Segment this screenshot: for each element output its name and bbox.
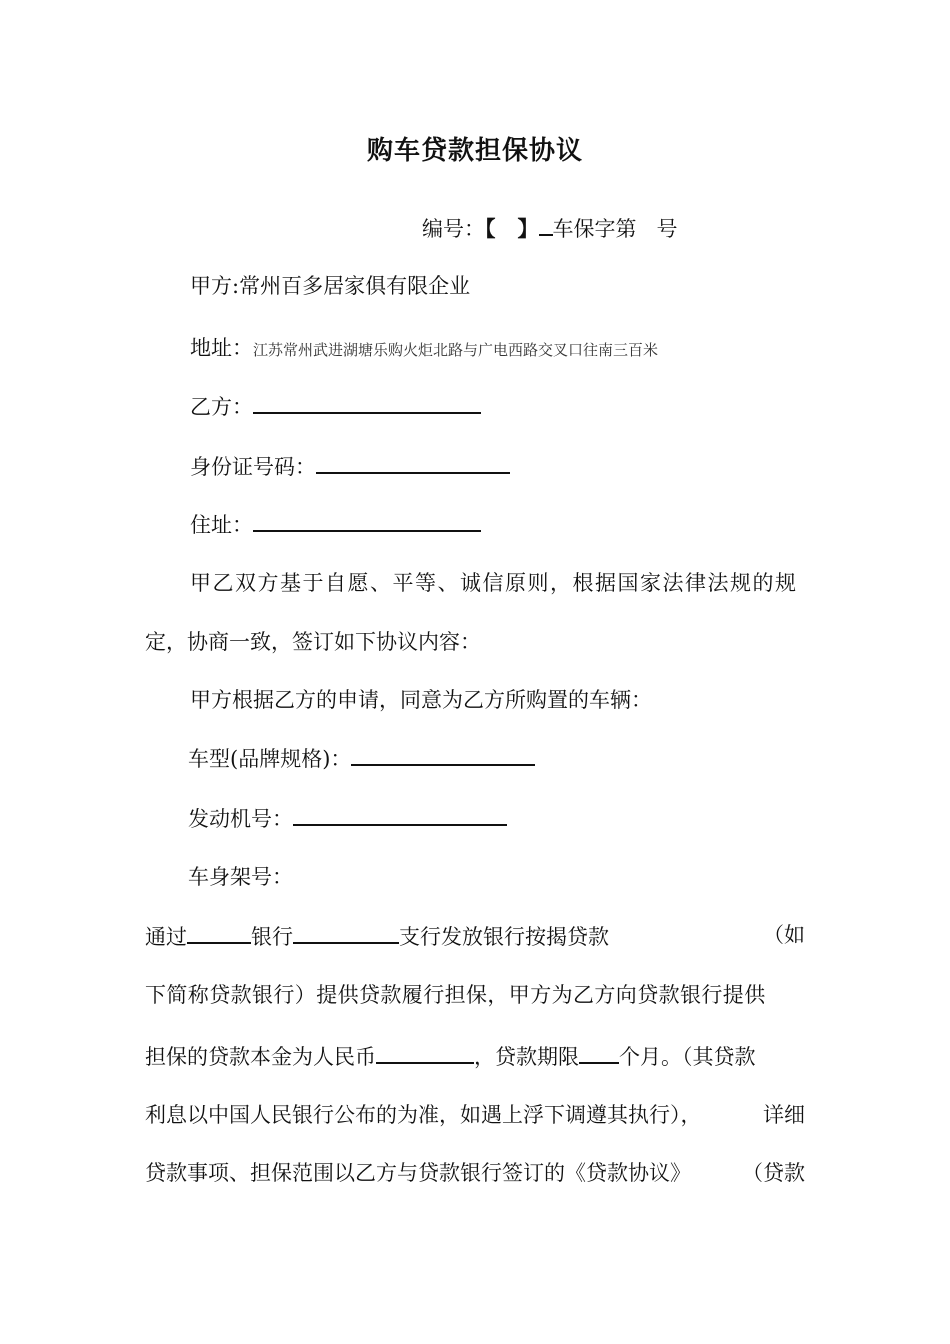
principal-blank[interactable] bbox=[376, 1040, 474, 1064]
body-interest: 利息以中国人民银行公布的为准，如遇上浮下调遵其执行）， bbox=[145, 1103, 702, 1127]
party-a-address: 江苏常州武进湖塘乐购火炬北路与广电西路交叉口往南三百米 bbox=[253, 341, 659, 359]
body-loan-paren: （贷款 bbox=[742, 1161, 805, 1185]
body-detail: 详细 bbox=[763, 1103, 805, 1127]
party-b-label: 乙方： bbox=[190, 395, 253, 419]
intro-line-3: 甲方根据乙方的申请，同意为乙方所购置的车辆： bbox=[190, 688, 652, 712]
vehicle-model-label: 车型(品牌规格)： bbox=[188, 747, 352, 771]
bracket-close: 】 bbox=[517, 216, 539, 241]
body-through: 通过 bbox=[145, 925, 187, 949]
vehicle-model-line bbox=[188, 742, 535, 774]
body-line-3 bbox=[145, 1040, 805, 1072]
party-a-address-line bbox=[190, 333, 658, 365]
body-principal: 担保的贷款本金为人民币 bbox=[145, 1045, 376, 1069]
id-number-label: 身份证号码： bbox=[190, 455, 316, 479]
engine-line bbox=[188, 802, 507, 834]
body-bank: 银行 bbox=[251, 925, 293, 949]
intro-line-1: 甲乙双方基于自愿、平等、诚信原则，根据国家法律法规的规 bbox=[190, 571, 798, 595]
body-line-4 bbox=[145, 1100, 805, 1130]
frame-number-line bbox=[188, 862, 293, 892]
party-b-blank[interactable] bbox=[253, 390, 481, 414]
body-branch-text: 支行发放银行按揭贷款 bbox=[399, 925, 609, 949]
engine-label: 发动机号： bbox=[188, 807, 293, 831]
document-number bbox=[422, 212, 678, 244]
party-a-line bbox=[190, 271, 470, 301]
body-paren: （如 bbox=[763, 923, 805, 947]
term-blank[interactable] bbox=[579, 1040, 619, 1064]
bank-blank[interactable] bbox=[187, 920, 251, 944]
party-b-line bbox=[190, 390, 481, 422]
engine-blank[interactable] bbox=[293, 802, 507, 826]
number-suffix: 车保字第 bbox=[552, 217, 637, 241]
body-line-5 bbox=[145, 1158, 805, 1188]
party-a-name: 常州百多居家俱有限企业 bbox=[239, 274, 471, 298]
vehicle-model-blank[interactable] bbox=[351, 742, 535, 766]
number-label: 编号： bbox=[422, 217, 485, 241]
number-suffix-end: 号 bbox=[656, 217, 678, 241]
body-months: 个月。（其贷款 bbox=[619, 1045, 756, 1069]
body-term: ，贷款期限 bbox=[474, 1045, 579, 1069]
residence-label: 住址： bbox=[190, 513, 253, 537]
id-number-line bbox=[190, 450, 510, 482]
body-line-2: 下简称贷款银行）提供贷款履行担保，甲方为乙方向贷款银行提供 bbox=[145, 983, 766, 1007]
residence-line bbox=[190, 508, 481, 540]
intro-line-2: 定，协商一致，签订如下协议内容： bbox=[145, 630, 481, 654]
bracket-open: 【 bbox=[485, 216, 496, 241]
residence-blank[interactable] bbox=[253, 508, 481, 532]
id-number-blank[interactable] bbox=[316, 450, 510, 474]
body-loan-matters: 贷款事项、担保范围以乙方与贷款银行签订的《贷款协议》 bbox=[145, 1161, 691, 1185]
number-blank[interactable] bbox=[539, 212, 553, 236]
branch-blank[interactable] bbox=[293, 920, 399, 944]
party-a-label: 甲方: bbox=[190, 274, 240, 298]
address-label: 地址： bbox=[190, 336, 253, 360]
frame-number-label: 车身架号： bbox=[188, 865, 293, 889]
document-title: 购车贷款担保协议 bbox=[366, 136, 583, 166]
body-line-1 bbox=[145, 920, 805, 952]
